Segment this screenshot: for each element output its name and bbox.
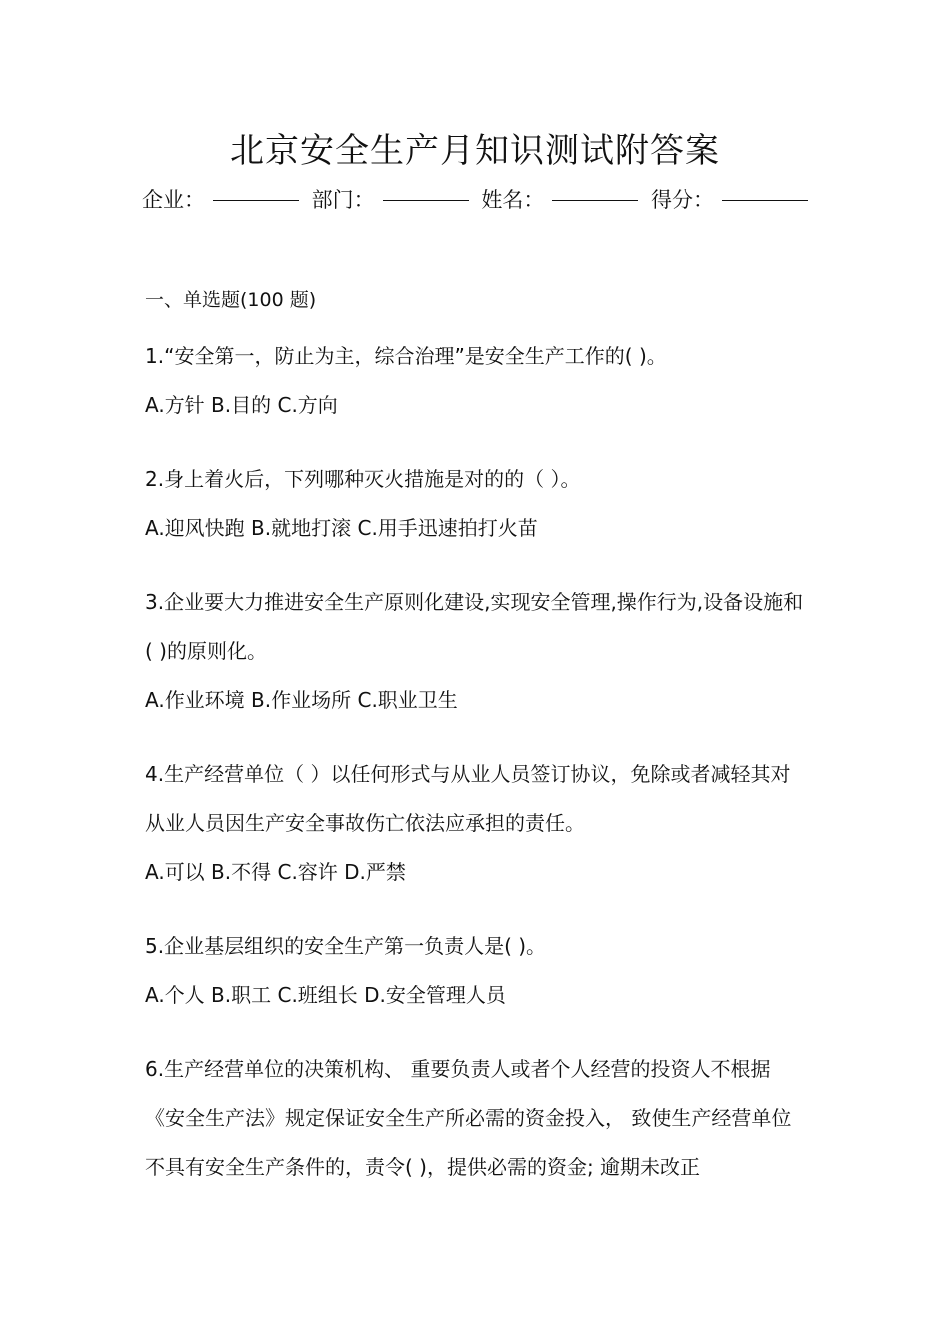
question-item <box>145 1045 810 1192</box>
question-options: A.可以 B.不得 C.容许 D.严禁 <box>145 860 406 884</box>
name-blank-line <box>552 199 638 201</box>
company-label: 企业： <box>141 188 205 212</box>
question-options: A.个人 B.职工 C.班组长 D.安全管理人员 <box>145 983 506 1007</box>
question-item <box>145 332 810 430</box>
question-content <box>145 282 810 1217</box>
question-options: A.迎风快跑 B.就地打滚 C.用手迅速拍打火苗 <box>145 516 538 540</box>
question-item <box>145 455 810 553</box>
score-field <box>651 183 808 217</box>
department-label: 部门： <box>311 188 375 212</box>
company-blank-line <box>213 199 299 201</box>
question-text: 2.身上着火后，下列哪种灭火措施是对的的（ ）。 <box>145 467 581 491</box>
score-label: 得分： <box>651 188 715 212</box>
score-blank-line <box>722 199 808 201</box>
page-title: 北京安全生产月知识测试附答案 <box>230 131 720 171</box>
question-options: A.方针 B.目的 C.方向 <box>145 393 338 417</box>
question-item <box>145 750 810 897</box>
question-text: 1.“安全第一，防止为主，综合治理”是安全生产工作的( )。 <box>145 344 667 368</box>
question-item <box>145 578 810 725</box>
question-text: 6.生产经营单位的决策机构、 重要负责人或者个人经营的投资人不根据《安全生产法》规定保证安全生产所必需的资金投入， 致使生产经营单位不具有安全生产条件的，责令( )，提供必需的资金; 逾期未改正 <box>145 1057 792 1179</box>
department-blank-line <box>383 199 469 201</box>
name-label: 姓名： <box>481 188 545 212</box>
company-field <box>142 183 299 217</box>
question-text: 4.生产经营单位（ ）以任何形式与从业人员签订协议，免除或者减轻其对从业人员因生产安全事故伤亡依法应承担的责任。 <box>145 762 791 835</box>
question-text: 5.企业基层组织的安全生产第一负责人是( )。 <box>145 934 547 958</box>
department-field <box>312 183 469 217</box>
question-item <box>145 922 810 1020</box>
name-field <box>481 183 638 217</box>
question-options: A.作业环境 B.作业场所 C.职业卫生 <box>145 688 458 712</box>
exam-info-row <box>0 183 950 217</box>
section-title: 一、单选题(100 题) <box>145 289 317 311</box>
question-text: 3.企业要大力推进安全生产原则化建设,实现安全管理,操作行为,设备设施和( )的原则化。 <box>145 590 804 663</box>
